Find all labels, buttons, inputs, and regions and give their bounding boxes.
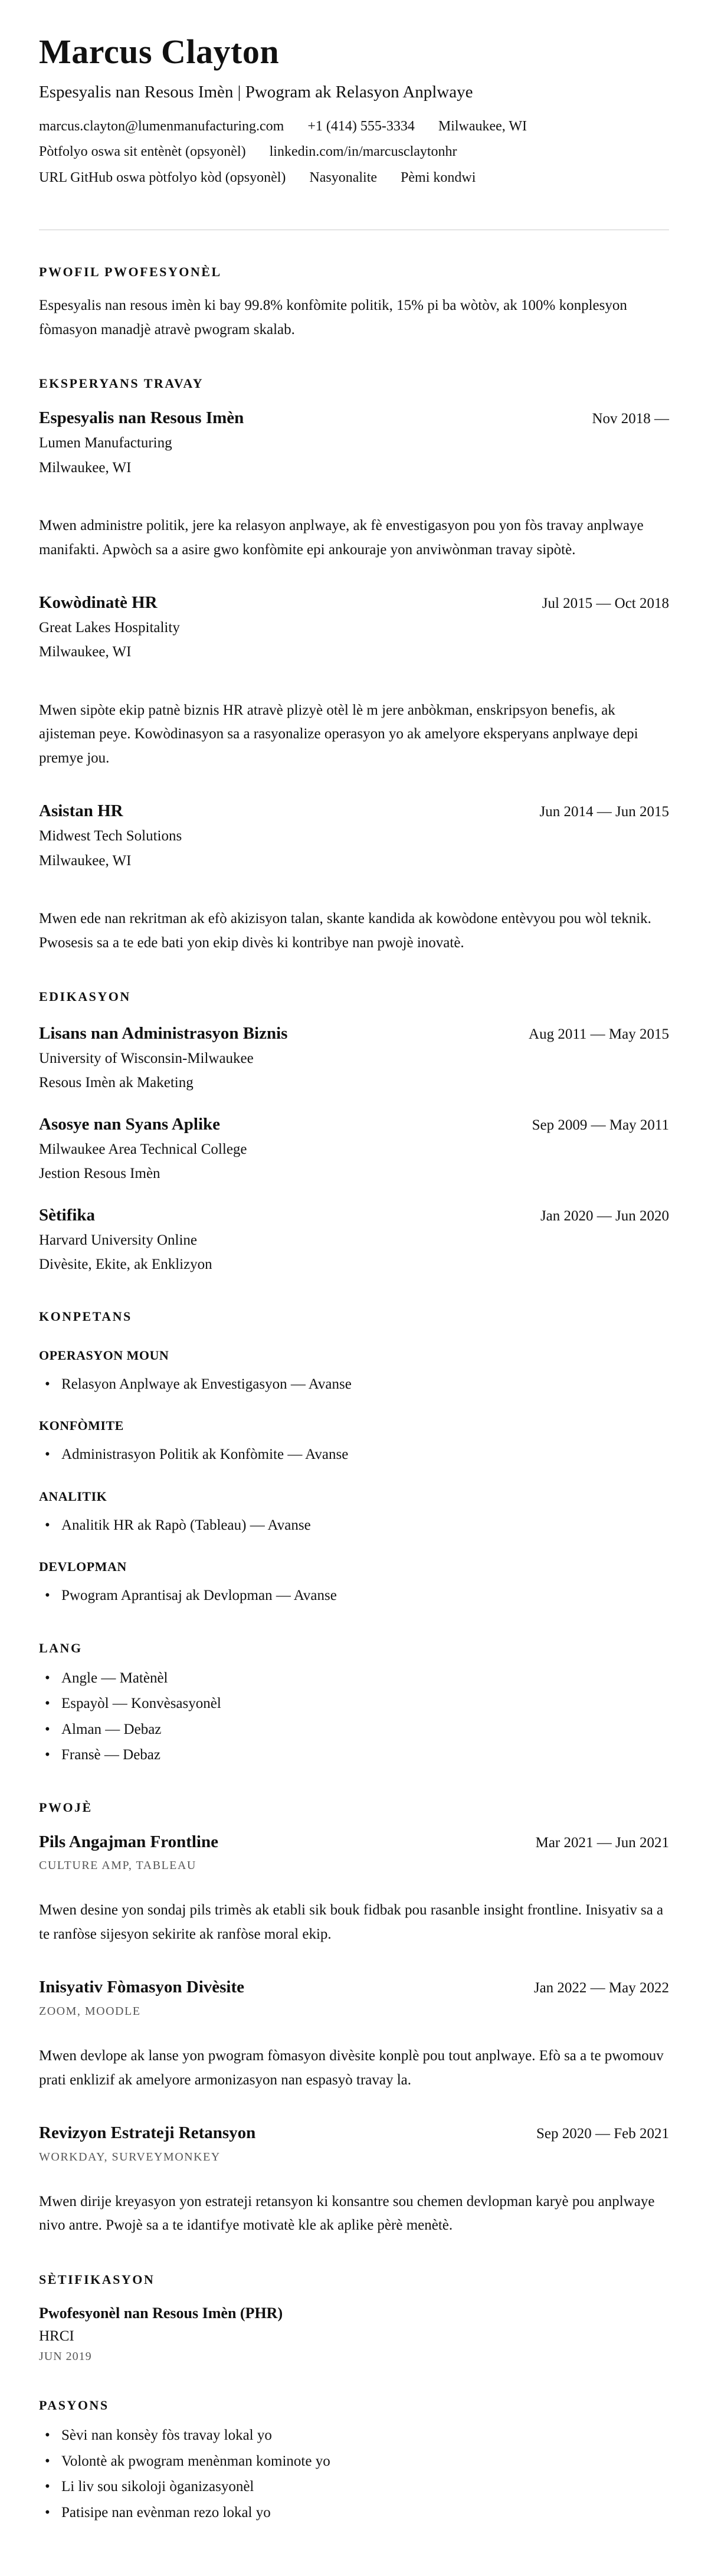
candidate-name: Marcus Clayton (39, 32, 280, 71)
email-text: marcus.clayton@lumenmanufacturing.com (39, 119, 284, 135)
language-item: • Espayòl — Konvèsasyonèl (39, 1693, 669, 1714)
skill-group (39, 1489, 669, 1536)
passion-item: • Li liv sou sikoloji òganizasyonèl (39, 2476, 669, 2498)
language-item: • Fransè — Debaz (39, 1744, 669, 1766)
section-skills (39, 1309, 669, 1606)
profile-heading: PWOFIL PWOFESYONÈL (39, 264, 222, 280)
degree-title: Lisans nan Administrasyon Biznis (39, 1024, 288, 1043)
job-header (39, 408, 669, 428)
contact-row-2 (39, 142, 669, 161)
section-projects (39, 1800, 669, 2238)
language-item: • Angle — Matènèl (39, 1668, 669, 1689)
project-header (39, 1977, 669, 1998)
education-entry (39, 1114, 669, 1184)
skill-list (39, 1374, 669, 1395)
project-description: Mwen dirije kreyasyon yon estrateji retansyon ki konsantre sou chemen devlopman karyè pou anplwaye nivo antre. Pwojè sa a te idantifye motivatè kle ak aplike pèrè menètè. (39, 2193, 655, 2234)
skill-item: • Analitik HR ak Rapò (Tableau) — Avanse (39, 1515, 669, 1536)
skill-group (39, 1418, 669, 1465)
project-description: Mwen devlope ak lanse yon pwogram fòmasyon divèsite konplè pou tout anplwaye. Efò sa a te pwomouv prati enklizif ak amelyore armonizasyon nan espasyò travay la. (39, 2048, 664, 2088)
certifications-heading: SÈTIFIKASYON (39, 2271, 155, 2287)
experience-heading: EKSPERYANS TRAVAY (39, 376, 204, 391)
education-dates: Sep 2009 — May 2011 (532, 1117, 669, 1133)
profile-text: Espesyalis nan resous imèn ki bay 99.8% konfòmite politik, 15% pi ba wòtòv, ak 100% konplesyon fòmasyon manadjè atravè pwogram skalab. (39, 297, 627, 338)
section-profile (39, 264, 669, 342)
contact-row-1 (39, 117, 669, 136)
project-dates: Mar 2021 — Jun 2021 (535, 1834, 669, 1851)
certification-entry (39, 2304, 669, 2364)
passion-item: • Volontè ak pwogram menènman kominote yo (39, 2451, 669, 2472)
job-entry (39, 408, 669, 562)
field-of-study: Resous Imèn ak Maketing (39, 1075, 194, 1091)
education-dates: Aug 2011 — May 2015 (529, 1026, 669, 1043)
skill-group-name: KONFÒMITE (39, 1418, 124, 1433)
project-entry (39, 1977, 669, 2092)
phone-text: +1 (414) 555-3334 (307, 119, 415, 135)
education-dates: Jan 2020 — Jun 2020 (540, 1207, 669, 1224)
project-header (39, 2123, 669, 2143)
project-header (39, 1832, 669, 1852)
job-dates: Jul 2015 — Oct 2018 (542, 595, 669, 612)
candidate-tagline: Espesyalis nan Resous Imèn | Pwogram ak Relasyon Anplwaye (39, 82, 473, 102)
resume-header (39, 33, 669, 187)
skill-list (39, 1444, 669, 1465)
contact-block (39, 117, 669, 187)
project-entry (39, 2123, 669, 2238)
certification-date: JUN 2019 (39, 2350, 92, 2364)
skill-group-name: DEVLOPMAN (39, 1559, 127, 1574)
project-dates: Sep 2020 — Feb 2021 (536, 2126, 669, 2142)
project-title: Revizyon Estrateji Retansyon (39, 2123, 256, 2143)
skills-heading: KONPETANS (39, 1308, 132, 1324)
skill-group (39, 1559, 669, 1606)
education-header (39, 1205, 669, 1226)
driving-license-text: Pèmi kondwi (401, 169, 476, 185)
projects-heading: PWOJÈ (39, 1799, 93, 1815)
website-placeholder-text: Pòtfolyo oswa sit entènèt (opsyonèl) (39, 144, 246, 160)
section-education (39, 989, 669, 1274)
field-of-study: Jestion Resous Imèn (39, 1166, 160, 1182)
skill-item: • Administrasyon Politik ak Konfòmite — Avanse (39, 1444, 669, 1465)
job-description: Mwen administre politik, jere ka relasyon anplwaye, ak fè envestigasyon pou yon fòs travay anplwaye manifakti. Apwòch sa a asire gwo konfòmite epi ankouraje yon anviwònman travay sipòtè. (39, 518, 644, 558)
project-title: Pils Angajman Frontline (39, 1832, 218, 1851)
section-passions (39, 2398, 669, 2523)
job-header (39, 593, 669, 613)
job-title: Kowòdinatè HR (39, 593, 158, 613)
project-entry (39, 1832, 669, 1947)
job-company: Great Lakes Hospitality (39, 619, 180, 636)
job-location: Milwaukee, WI (39, 644, 132, 660)
skill-item: • Relasyon Anplwaye ak Envestigasyon — Avanse (39, 1374, 669, 1395)
school-name: Milwaukee Area Technical College (39, 1141, 247, 1157)
location-text: Milwaukee, WI (438, 119, 527, 135)
degree-title: Sètifika (39, 1205, 96, 1225)
education-header (39, 1023, 669, 1044)
school-name: University of Wisconsin-Milwaukee (39, 1050, 254, 1066)
passions-heading: PASYONS (39, 2398, 109, 2413)
skill-list (39, 1585, 669, 1606)
certification-name: Pwofesyonèl nan Resous Imèn (PHR) (39, 2304, 283, 2322)
certification-issuer: HRCI (39, 2328, 74, 2345)
nationality-text: Nasyonalite (309, 169, 378, 185)
job-header (39, 801, 669, 821)
passion-item: • Patisipe nan evènman rezo lokal yo (39, 2502, 669, 2523)
github-placeholder-text: URL GitHub oswa pòtfolyo kòd (opsyonèl) (39, 169, 286, 185)
passion-list (39, 2425, 669, 2523)
job-company: Lumen Manufacturing (39, 435, 172, 451)
job-entry (39, 801, 669, 955)
job-title: Asistan HR (39, 801, 123, 821)
education-header (39, 1114, 669, 1135)
job-location: Milwaukee, WI (39, 852, 132, 869)
section-experience (39, 376, 669, 955)
job-entry (39, 593, 669, 770)
education-entry (39, 1023, 669, 1093)
linkedin-text: linkedin.com/in/marcusclaytonhr (269, 144, 457, 160)
education-heading: EDIKASYON (39, 989, 131, 1004)
project-tools: CULTURE AMP, TABLEAU (39, 1859, 196, 1873)
skill-item: • Pwogram Aprantisaj ak Devlopman — Avanse (39, 1585, 669, 1606)
job-location: Milwaukee, WI (39, 459, 132, 476)
skill-list (39, 1515, 669, 1536)
skill-group-name: OPERASYON MOUN (39, 1347, 169, 1363)
project-tools: WORKDAY, SURVEYMONKEY (39, 2150, 221, 2163)
job-company: Midwest Tech Solutions (39, 828, 182, 845)
contact-row-3 (39, 168, 669, 187)
project-description: Mwen desine yon sondaj pils trimès ak etabli sik bouk fidbak pou rasanble insight frontline. Inisyativ sa a te ranfòse sijesyon sekirite ak ranfòse moral ekip. (39, 1902, 664, 1942)
skill-group-name: ANALITIK (39, 1488, 107, 1504)
job-dates: Jun 2014 — Jun 2015 (539, 804, 669, 820)
job-title: Espesyalis nan Resous Imèn (39, 408, 244, 428)
section-languages (39, 1641, 669, 1766)
skill-group (39, 1348, 669, 1395)
project-tools: ZOOM, MOODLE (39, 2005, 141, 2018)
job-description: Mwen sipòte ekip patnè biznis HR atravè plizyè otèl lè m jere anbòkman, enskripsyon benefis, ak ajisteman peye. Kowòdinasyon sa a rasyonalize operasyon yo ak amelyore eksperyans anplwaye depi premye jou. (39, 702, 638, 766)
project-dates: Jan 2022 — May 2022 (533, 1980, 669, 1996)
language-item: • Alman — Debaz (39, 1719, 669, 1740)
school-name: Harvard University Online (39, 1232, 197, 1248)
degree-title: Asosye nan Syans Aplike (39, 1114, 221, 1134)
field-of-study: Divèsite, Ekite, ak Enklizyon (39, 1256, 212, 1272)
section-certifications (39, 2272, 669, 2364)
job-description: Mwen ede nan rekritman ak efò akizisyon talan, skante kandida ak kowòdone entèvyou pou wòl teknik. Pwosesis sa a te ede bati yon ekip divès ki kontribye nan pwojè inovatè. (39, 911, 651, 951)
project-title: Inisyativ Fòmasyon Divèsite (39, 1978, 244, 1997)
passion-item: • Sèvi nan konsèy fòs travay lokal yo (39, 2425, 669, 2446)
language-list (39, 1668, 669, 1766)
languages-heading: LANG (39, 1640, 83, 1655)
job-dates: Nov 2018 — (592, 411, 669, 427)
education-entry (39, 1205, 669, 1275)
